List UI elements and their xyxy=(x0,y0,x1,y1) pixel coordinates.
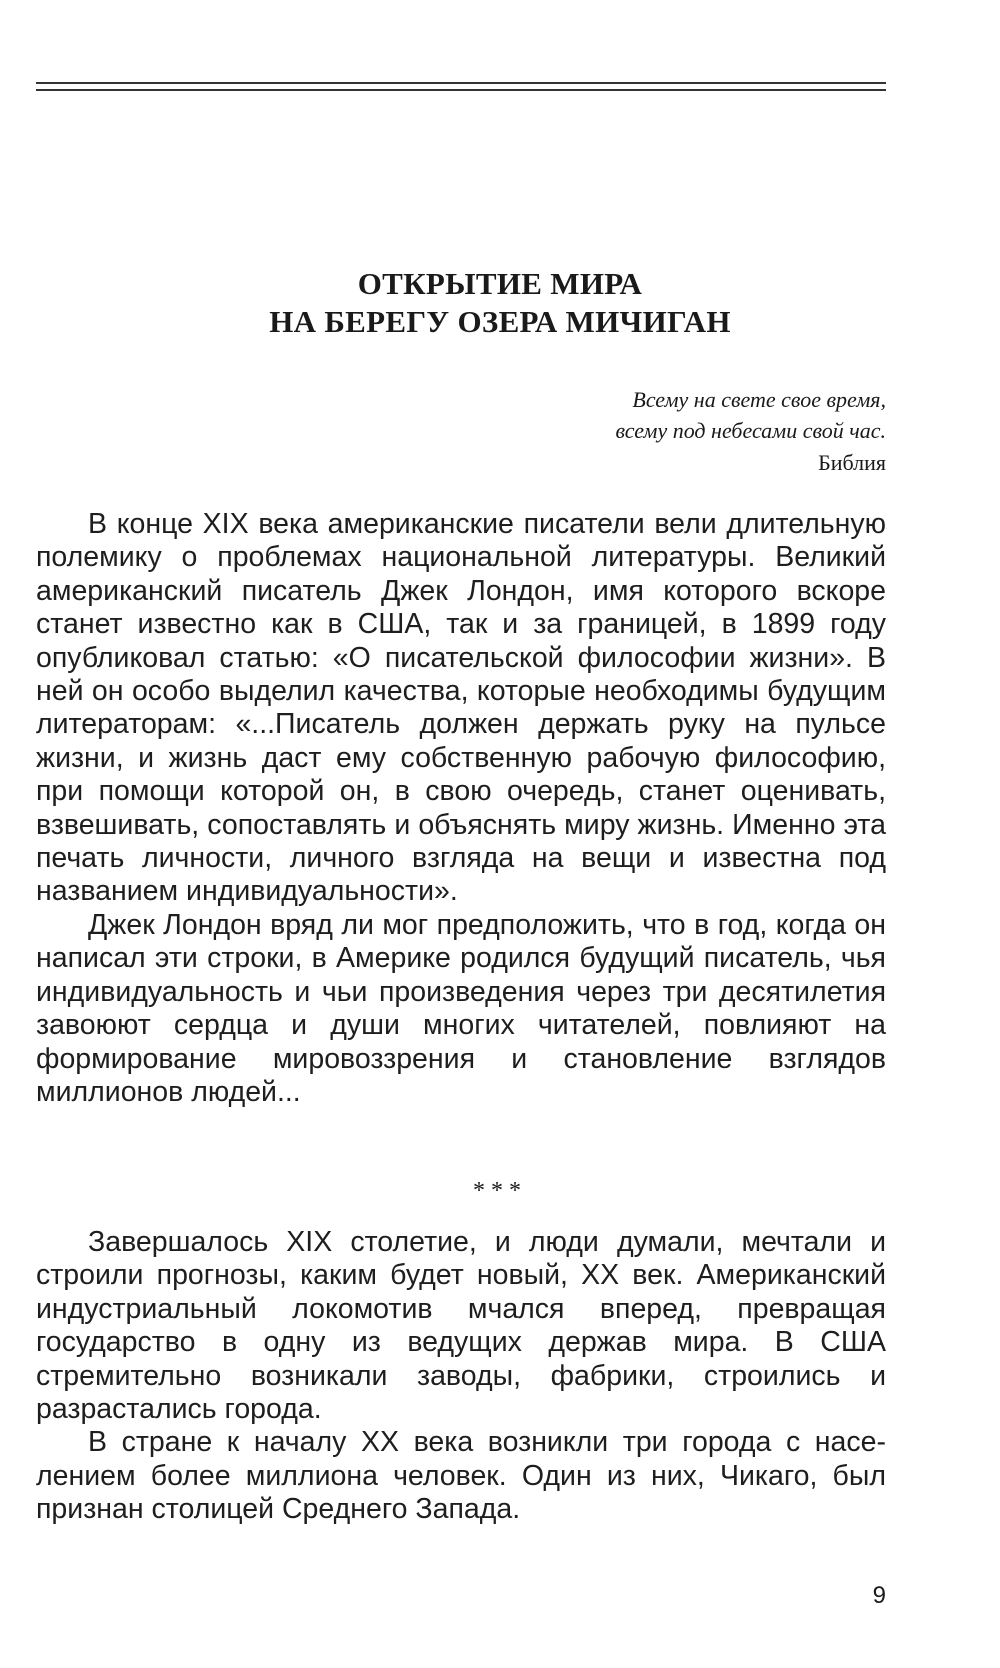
chapter-title-line-1: ОТКРЫТИЕ МИРА xyxy=(357,266,643,301)
page-number: 9 xyxy=(872,1582,886,1609)
section-separator: *** xyxy=(473,1178,527,1204)
epigraph-line-1: Всему на свете свое время, xyxy=(632,387,886,412)
epigraph-line-2: всему под небесами свой час. xyxy=(615,418,886,443)
body-section-1 xyxy=(36,508,886,1109)
paragraph: Завершалось XIX столетие, и люди думали, мечтали и строили прогнозы, каким будет новый, XX век. Американский индустриальный локомотив мчался вперед, превращая государство в одну из ведущих держав мира. В США стремительно возникали заводы, фабрики, строились и разрастались города. xyxy=(36,1226,886,1426)
epigraph xyxy=(615,384,886,478)
paragraph: В конце XIX века американские писатели вели длительную полемику о проблемах национальной литературы. Великий американский писатель Джек Лондон, имя которого вскоре станет известно как в США, так и за границей, в 1899 году опубликовал статью: «О писательской философии жизни». В ней он особо выделил качества, которые необходимы будущим литераторам: «...Писатель должен держать руку на пульсе жизни, и жизнь даст ему собственную рабочую философию, при помощи которой он, в свою очередь, станет оценивать, взвешивать, сопоставлять и объяснять миру жизнь. Именно эта печать личности, личного взгляда на вещи и известна под названием индивидуальности». xyxy=(36,508,886,908)
chapter-title-line-2: НА БЕРЕГУ ОЗЕРА МИЧИГАН xyxy=(269,304,731,339)
paragraph: Джек Лондон вряд ли мог предположить, что в год, когда он написал эти строки, в Америке родился будущий писатель, чья индивидуальность и чьи произведения через три десятилетия завоюют сердца и души многих читателей, повлияют на формирование мировоззрения и становление взглядов миллионов людей... xyxy=(36,908,886,1108)
chapter-title xyxy=(0,265,1000,341)
header-rule-top xyxy=(36,82,886,84)
body-section-2 xyxy=(36,1226,886,1527)
paragraph: В стране к началу XX века возникли три города с населением более миллиона человек. Один из них, Чикаго, был признан столицей Среднего Запада. xyxy=(36,1426,886,1526)
header-rule-bottom xyxy=(36,89,886,91)
epigraph-source: Библия xyxy=(818,450,886,475)
